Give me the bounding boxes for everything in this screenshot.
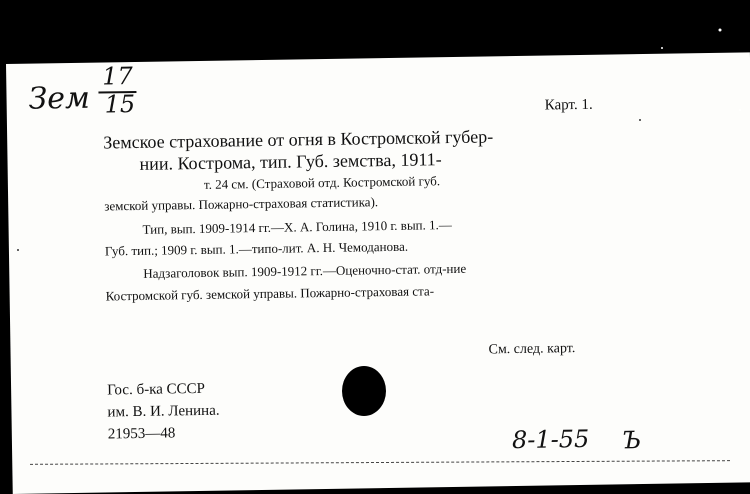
handwritten-initials: Ъ bbox=[621, 426, 642, 455]
title-line-1: Земское страхование от огня в Костромской губер- bbox=[103, 126, 494, 153]
note-line-1: Тип, вып. 1909-1914 гг.—Х. А. Голина, 1910 г. вып. 1.— bbox=[142, 217, 452, 237]
shelfmark-numerator: 17 bbox=[101, 62, 133, 91]
continuation-note: См. след. карт. bbox=[488, 341, 576, 358]
shelfmark-prefix: Зем bbox=[28, 80, 91, 117]
note-line-2: Губ. тип.; 1909 г. вып. 1.—типо-лит. А. Н. Чемоданова. bbox=[104, 238, 409, 259]
card-number-label: Карт. 1. bbox=[544, 96, 593, 114]
note-line-3: Надзаголовок вып. 1909-1912 гг.—Оценочно-стат. отд-ние bbox=[143, 260, 467, 281]
title-line-2: нии. Кострома, тип. Губ. земства, 1911- bbox=[139, 149, 442, 174]
note-line-4: Костромской губ. земской управы. Пожарно-страховая ста- bbox=[105, 283, 435, 304]
library-stamp-line-3: 21953—48 bbox=[107, 425, 176, 443]
punch-hole bbox=[342, 366, 386, 416]
handwritten-date: 8-1-55 bbox=[511, 424, 590, 455]
title-line-3: т. 24 см. (Страховой отд. Костромской губ. bbox=[203, 173, 441, 192]
library-stamp-line-2: им. В. И. Ленина. bbox=[107, 402, 220, 421]
title-line-4: земской управы. Пожарно-страховая статистика). bbox=[104, 194, 379, 214]
shelfmark-denominator: 15 bbox=[104, 89, 136, 119]
library-stamp-line-1: Гос. б-ка СССР bbox=[107, 380, 206, 399]
catalog-card bbox=[6, 52, 750, 494]
